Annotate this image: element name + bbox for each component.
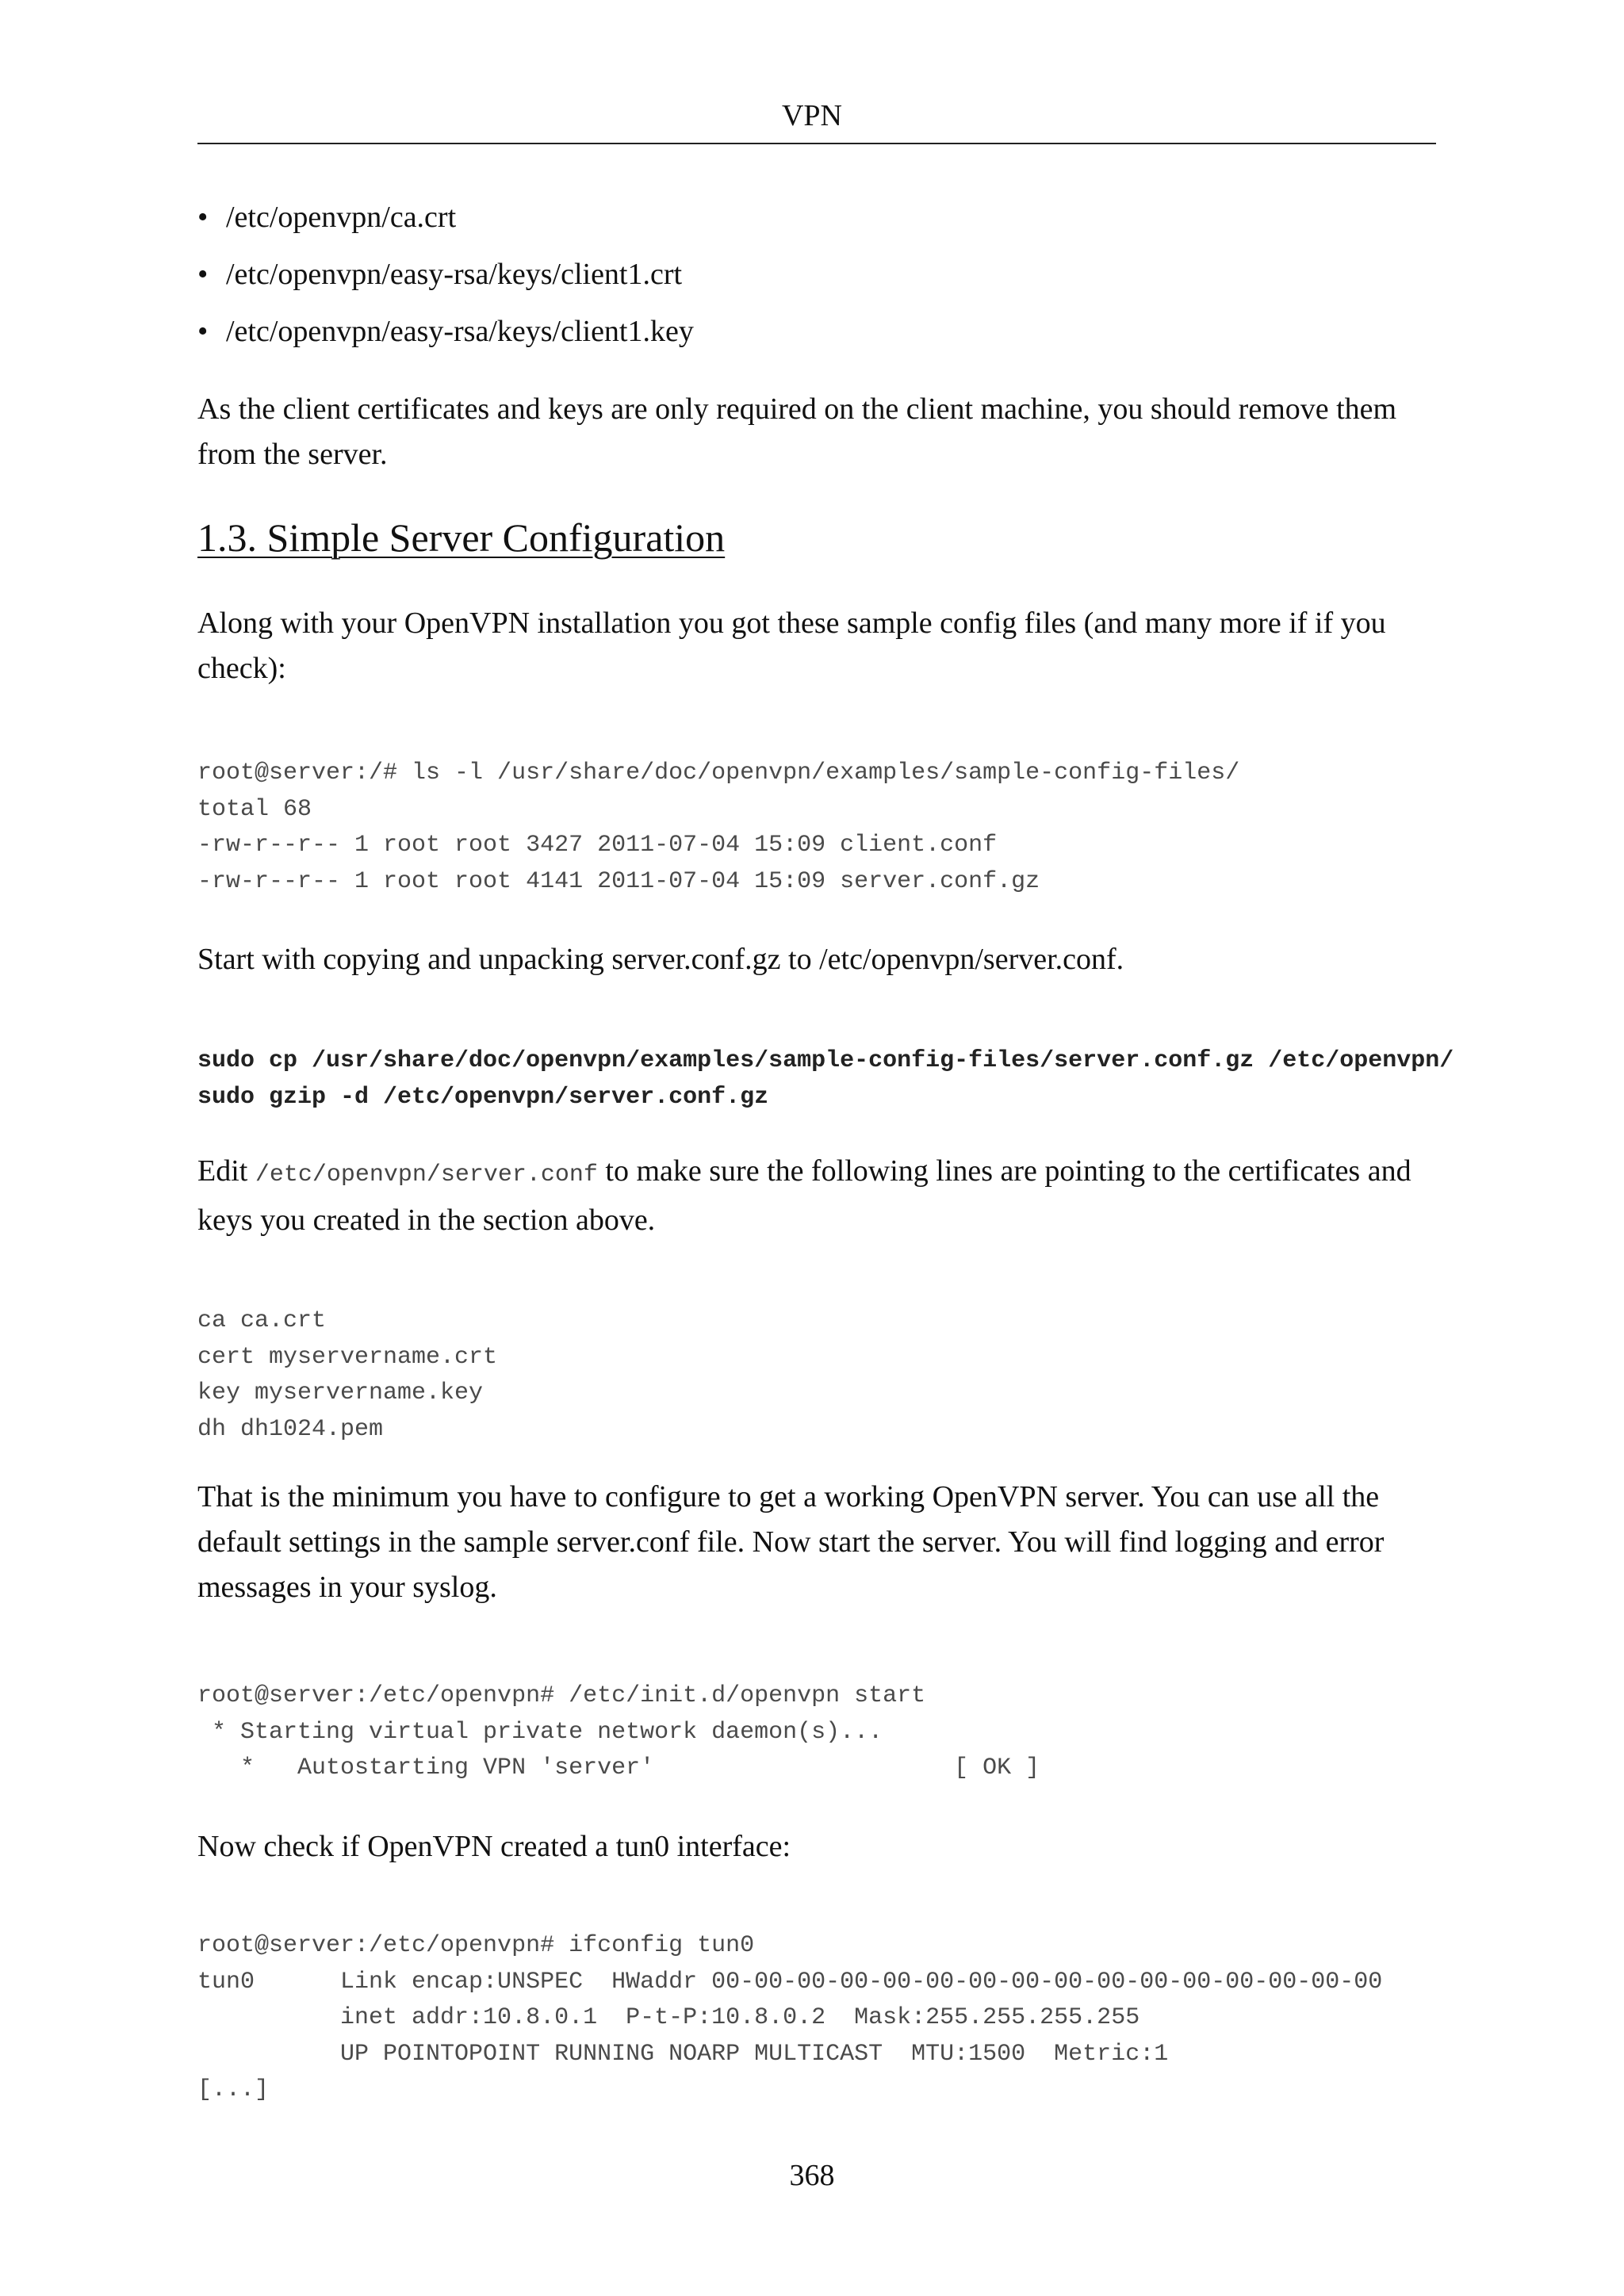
code-line: sudo cp /usr/share/doc/openvpn/examples/sample-config-files/server.conf.gz /etc/openvpn/	[197, 1047, 1454, 1074]
bullet-icon: •	[197, 258, 209, 291]
code-line: -rw-r--r-- 1 root root 4141 2011-07-04 15:09 server.conf.gz	[197, 867, 1040, 895]
paragraph-line: Start with copying and unpacking server.conf.gz to /etc/openvpn/server.conf.	[197, 943, 1124, 976]
paragraph-sample-configs	[197, 601, 1466, 691]
paragraph-line: Now check if OpenVPN created a tun0 interface:	[197, 1830, 791, 1863]
code-line: -rw-r--r-- 1 root root 3427 2011-07-04 15:09 client.conf	[197, 832, 998, 859]
inline-code-path: /etc/openvpn/server.conf	[255, 1161, 598, 1188]
file-list	[197, 198, 694, 369]
paragraph-line: from the server.	[197, 438, 388, 471]
code-line: * Starting virtual private network daemon(s)...	[197, 1718, 883, 1746]
page-number: 368	[789, 2159, 835, 2192]
list-item	[197, 312, 694, 369]
header-rule	[197, 143, 1436, 144]
code-block-ls	[197, 756, 1239, 900]
paragraph-line	[197, 1149, 1466, 1198]
paragraph-line: default settings in the sample server.conf file. Now start the server. You will find logging and error	[197, 1525, 1385, 1559]
paragraph-line: check):	[197, 652, 286, 685]
paragraph-remove-keys	[197, 387, 1466, 477]
paragraph-line: Along with your OpenVPN installation you got these sample config files (and many more if if you	[197, 607, 1386, 640]
code-line: UP POINTOPOINT RUNNING NOARP MULTICAST MTU:1500 Metric:1	[197, 2040, 1169, 2068]
paragraph-text: to make sure the following lines are pointing to the certificates and	[597, 1154, 1411, 1188]
code-line: cert myservername.crt	[197, 1343, 498, 1371]
code-line: sudo gzip -d /etc/openvpn/server.conf.gz	[197, 1083, 769, 1111]
code-block-sudo	[197, 1043, 1454, 1115]
running-header: VPN	[781, 99, 843, 132]
list-item	[197, 255, 694, 312]
section-heading: 1.3. Simple Server Configuration	[197, 515, 726, 560]
paragraph-minimum-config	[197, 1475, 1466, 1610]
list-item-text: /etc/openvpn/easy-rsa/keys/client1.crt	[226, 258, 683, 291]
code-line: root@server:/etc/openvpn# /etc/init.d/openvpn start	[197, 1682, 926, 1709]
code-line: root@server:/# ls -l /usr/share/doc/openvpn/examples/sample-config-files/	[197, 760, 1240, 786]
list-item-text: /etc/openvpn/easy-rsa/keys/client1.key	[226, 315, 694, 348]
code-line: ca ca.crt	[197, 1307, 327, 1334]
paragraph-line: keys you created in the section above.	[197, 1203, 656, 1237]
code-line: [...]	[197, 2076, 270, 2103]
code-line: dh dh1024.pem	[197, 1415, 384, 1443]
code-line: * Autostarting VPN 'server' [ OK ]	[197, 1755, 1040, 1781]
paragraph-check-tun0	[197, 1824, 1466, 1869]
list-item-text: /etc/openvpn/ca.crt	[226, 201, 457, 234]
code-line: key myservername.key	[197, 1380, 484, 1406]
code-block-conf	[197, 1303, 497, 1448]
paragraph-start-copying	[197, 937, 1466, 982]
paragraph-text: Edit	[197, 1154, 255, 1188]
paragraph-line: That is the minimum you have to configure to get a working OpenVPN server. You can use all the	[197, 1480, 1380, 1513]
paragraph-line: As the client certificates and keys are only required on the client machine, you should remove them	[197, 392, 1397, 426]
bullet-icon: •	[197, 201, 209, 234]
code-block-ifconfig	[197, 1928, 1382, 2109]
code-block-start	[197, 1678, 1040, 1787]
paragraph-line: messages in your syslog.	[197, 1571, 497, 1604]
code-line: inet addr:10.8.0.1 P-t-P:10.8.0.2 Mask:255.255.255.255	[197, 2004, 1140, 2031]
code-line: tun0 Link encap:UNSPEC HWaddr 00-00-00-00-00-00-00-00-00-00-00-00-00-00-00-00	[197, 1968, 1383, 1996]
bullet-icon: •	[197, 315, 209, 348]
code-line: root@server:/etc/openvpn# ifconfig tun0	[197, 1932, 755, 1959]
paragraph-edit-config	[197, 1149, 1466, 1243]
list-item	[197, 198, 694, 255]
code-line: total 68	[197, 795, 312, 823]
